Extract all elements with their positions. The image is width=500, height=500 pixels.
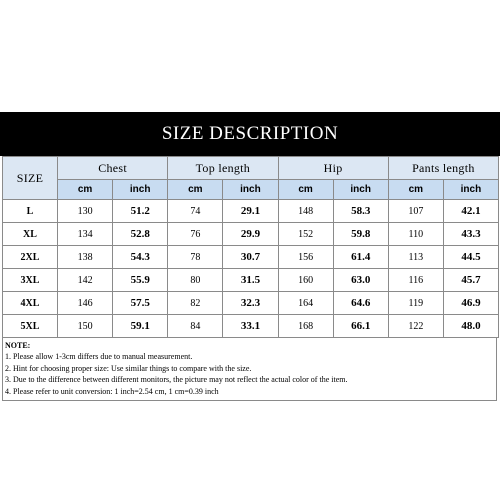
inch-value-cell: 55.9	[113, 269, 168, 292]
note-item: 3. Due to the difference between different monitors, the picture may not reflect the actual color of the item.	[5, 375, 348, 385]
group-header-row	[3, 157, 499, 180]
table-row	[3, 269, 499, 292]
inch-value-cell: 64.6	[333, 292, 388, 315]
inch-value-cell: 46.9	[443, 292, 498, 315]
note-item: 4. Please refer to unit conversion: 1 inch=2.54 cm, 1 cm=0.39 inch	[5, 386, 219, 396]
inch-value-cell: 29.1	[223, 200, 278, 223]
cm-value-cell: 134	[58, 223, 113, 246]
cm-value-cell: 152	[278, 223, 333, 246]
unit-header-cm: cm	[278, 180, 333, 200]
inch-value-cell: 59.1	[113, 315, 168, 338]
notes-title: NOTE:	[5, 341, 31, 350]
cm-value-cell: 116	[388, 269, 443, 292]
group-header-chest: Chest	[58, 157, 168, 180]
size-label-cell: 5XL	[3, 315, 58, 338]
inch-value-cell: 63.0	[333, 269, 388, 292]
inch-value-cell: 59.8	[333, 223, 388, 246]
cm-value-cell: 138	[58, 246, 113, 269]
inch-value-cell: 66.1	[333, 315, 388, 338]
inch-value-cell: 45.7	[443, 269, 498, 292]
size-label-cell: XL	[3, 223, 58, 246]
table-row	[3, 292, 499, 315]
inch-value-cell: 48.0	[443, 315, 498, 338]
note-item: 1. Please allow 1-3cm differs due to manual measurement.	[5, 352, 193, 362]
inch-value-cell: 61.4	[333, 246, 388, 269]
inch-value-cell: 43.3	[443, 223, 498, 246]
inch-value-cell: 30.7	[223, 246, 278, 269]
cm-value-cell: 168	[278, 315, 333, 338]
group-header-pants-length: Pants length	[388, 157, 498, 180]
size-label-cell: L	[3, 200, 58, 223]
cm-value-cell: 150	[58, 315, 113, 338]
notes-section	[2, 338, 497, 401]
cm-value-cell: 119	[388, 292, 443, 315]
cm-value-cell: 122	[388, 315, 443, 338]
unit-header-cm: cm	[58, 180, 113, 200]
inch-value-cell: 33.1	[223, 315, 278, 338]
cm-value-cell: 160	[278, 269, 333, 292]
unit-header-inch: inch	[113, 180, 168, 200]
inch-value-cell: 44.5	[443, 246, 498, 269]
inch-value-cell: 42.1	[443, 200, 498, 223]
size-label-cell: 4XL	[3, 292, 58, 315]
cm-value-cell: 80	[168, 269, 223, 292]
inch-value-cell: 58.3	[333, 200, 388, 223]
inch-value-cell: 32.3	[223, 292, 278, 315]
cm-value-cell: 78	[168, 246, 223, 269]
chart-title: SIZE DESCRIPTION	[161, 123, 339, 144]
table-row	[3, 223, 499, 246]
inch-value-cell: 51.2	[113, 200, 168, 223]
inch-value-cell: 54.3	[113, 246, 168, 269]
unit-header-row	[3, 180, 499, 200]
cm-value-cell: 110	[388, 223, 443, 246]
cm-value-cell: 76	[168, 223, 223, 246]
cm-value-cell: 113	[388, 246, 443, 269]
inch-value-cell: 57.5	[113, 292, 168, 315]
inch-value-cell: 31.5	[223, 269, 278, 292]
cm-value-cell: 156	[278, 246, 333, 269]
cm-value-cell: 82	[168, 292, 223, 315]
size-column-header: SIZE	[3, 157, 58, 200]
inch-value-cell: 52.8	[113, 223, 168, 246]
cm-value-cell: 84	[168, 315, 223, 338]
inch-value-cell: 29.9	[223, 223, 278, 246]
table-row	[3, 315, 499, 338]
table-row	[3, 200, 499, 223]
size-table-body	[3, 200, 499, 338]
cm-value-cell: 142	[58, 269, 113, 292]
unit-header-cm: cm	[168, 180, 223, 200]
group-header-hip: Hip	[278, 157, 388, 180]
size-label-cell: 3XL	[3, 269, 58, 292]
size-table	[2, 156, 499, 338]
group-header-top-length: Top length	[168, 157, 278, 180]
size-chart	[0, 112, 500, 401]
cm-value-cell: 164	[278, 292, 333, 315]
cm-value-cell: 74	[168, 200, 223, 223]
unit-header-cm: cm	[388, 180, 443, 200]
note-item: 2. Hint for choosing proper size: Use similar things to compare with the size.	[5, 363, 252, 373]
cm-value-cell: 146	[58, 292, 113, 315]
cm-value-cell: 107	[388, 200, 443, 223]
unit-header-inch: inch	[223, 180, 278, 200]
unit-header-inch: inch	[443, 180, 498, 200]
unit-header-inch: inch	[333, 180, 388, 200]
cm-value-cell: 130	[58, 200, 113, 223]
table-row	[3, 246, 499, 269]
chart-title-banner	[0, 112, 500, 156]
cm-value-cell: 148	[278, 200, 333, 223]
size-label-cell: 2XL	[3, 246, 58, 269]
